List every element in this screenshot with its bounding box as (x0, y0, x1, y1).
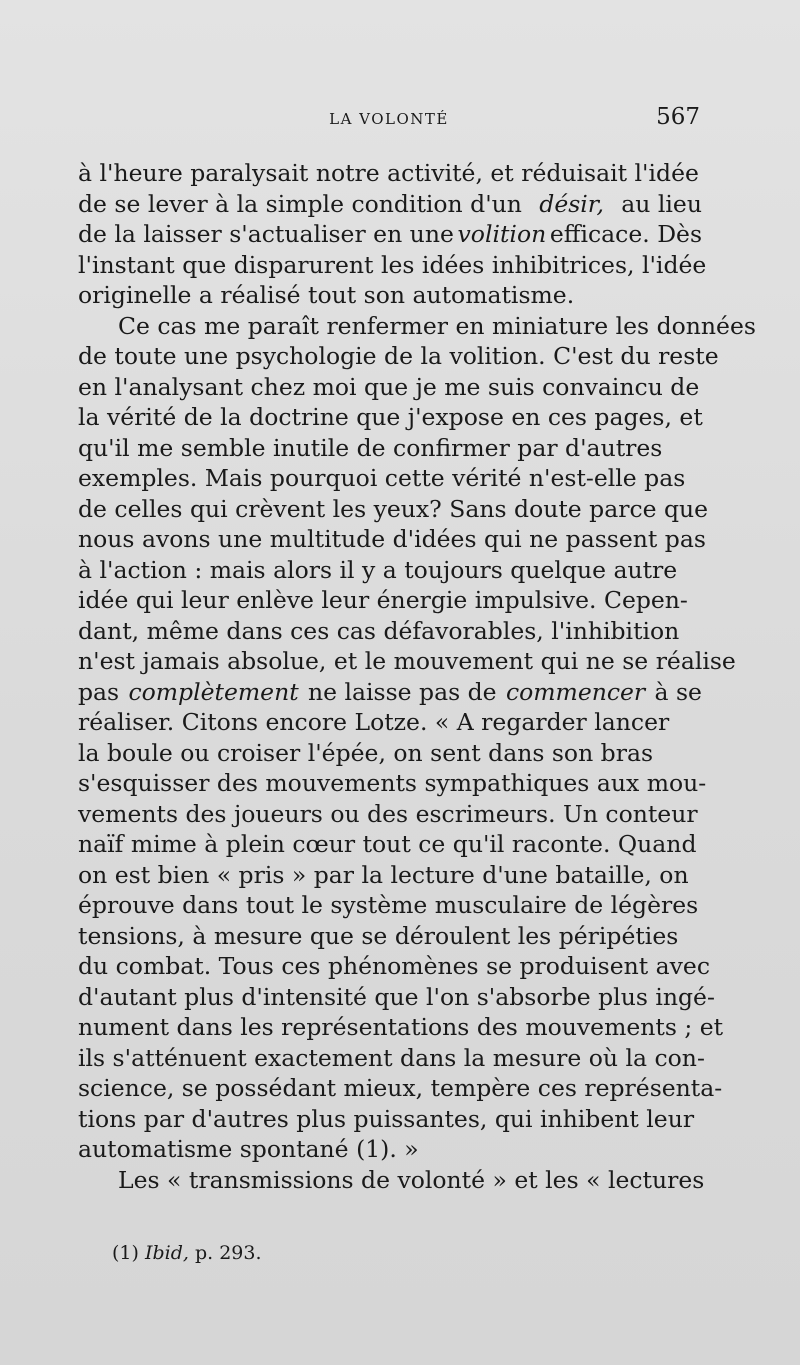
text-line (78, 158, 702, 189)
text-line-content: la boule ou croiser l'épée, on sent dans son bras (78, 738, 654, 767)
footnote-ref: Ibid, (144, 1242, 189, 1264)
text-line (78, 860, 702, 891)
text-line-content: d'autant plus d'intensité que l'on s'absorbe plus ingé- (78, 982, 715, 1011)
text-line (78, 219, 702, 250)
text-line-content: ils s'atténuent exactement dans la mesure où la con- (78, 1043, 705, 1072)
text-line-content: originelle a réalisé tout son automatisme. (78, 281, 575, 309)
text-line-content: nument dans les représentations des mouvements ; et (78, 1013, 724, 1041)
text-line (78, 1012, 724, 1043)
text-line-content: Les « transmissions de volonté » et les « lectures (118, 1165, 705, 1194)
text-line (78, 402, 702, 433)
text-line (78, 250, 707, 281)
text-line (78, 463, 702, 494)
text-line-content: vements des joueurs ou des escrimeurs. Un conteur (78, 799, 698, 828)
text-line-content: naïf mime à plein cœur tout ce qu'il raconte. Quand (78, 830, 697, 858)
text-line-content: ne laisse pas de (308, 677, 497, 706)
page-header (78, 104, 700, 134)
footnote (112, 1242, 262, 1264)
text-line-content: science, se possédant mieux, tempère ces représenta- (78, 1074, 723, 1102)
text-line-content: efficace. Dès (549, 220, 702, 248)
text-line (78, 280, 702, 311)
text-line (78, 829, 702, 860)
text-line-content: de toute une psychologie de la volition. C'est du reste (78, 342, 719, 370)
text-line (78, 799, 702, 830)
text-line-content: de celles qui crèvent les yeux? Sans doute parce que (78, 494, 709, 523)
emphasis-completement: complètement (128, 677, 299, 706)
text-line (78, 982, 715, 1013)
text-line-content: du combat. Tous ces phénomènes se produisent avec (78, 952, 710, 980)
text-line (78, 524, 706, 555)
text-line (78, 311, 756, 342)
text-line-content: tensions, à mesure que se déroulent les péripéties (78, 921, 679, 950)
text-line (78, 433, 702, 464)
text-line-content: en l'analysant chez moi que je me suis convaincu de (78, 372, 700, 401)
page-number: 567 (656, 104, 700, 130)
text-line-content: on est bien « pris » par la lecture d'une bataille, on (78, 860, 689, 889)
text-line-content: à l'heure paralysait notre activité, et réduisait l'idée (78, 159, 699, 187)
text-line-content: dant, même dans ces cas défavorables, l'inhibition (78, 616, 680, 645)
text-line-content: réaliser. Citons encore Lotze. « A regarder lancer (78, 708, 670, 736)
text-line (78, 555, 702, 586)
running-title: LA VOLONTÉ (329, 110, 449, 128)
text-line-content: tions par d'autres plus puissantes, qui inhibent leur (78, 1104, 695, 1133)
emphasis-commencer: commencer (505, 677, 646, 706)
text-line-content: l'instant que disparurent les idées inhibitrices, l'idée (78, 250, 707, 279)
text-line-content: pas (78, 677, 120, 706)
footnote-page: p. 293. (194, 1242, 262, 1264)
text-line-content: de se lever à la simple condition d'un (78, 189, 522, 218)
text-line-content: idée qui leur enlève leur énergie impulsive. Cepen- (78, 586, 688, 614)
text-line (78, 372, 702, 403)
text-line (78, 189, 702, 220)
text-line-content: Ce cas me paraît renfermer en miniature les données (118, 311, 756, 340)
text-line-content: à se (654, 677, 702, 706)
text-line (78, 677, 702, 708)
text-line (78, 1165, 705, 1196)
text-line (78, 1104, 702, 1135)
text-line (78, 341, 719, 372)
text-line-content: exemples. Mais pourquoi cette vérité n'est-elle pas (78, 464, 686, 492)
text-line (78, 585, 702, 616)
text-line-content: s'esquisser des mouvements sympathiques aux mou- (78, 769, 707, 797)
text-line (78, 890, 702, 921)
text-line (78, 646, 736, 677)
text-line (78, 738, 702, 769)
text-line (78, 921, 702, 952)
text-line-content: de la laisser s'actualiser en une (78, 220, 454, 248)
text-line (78, 616, 702, 647)
footnote-marker: (1) (112, 1242, 139, 1264)
text-line-content: automatisme spontané (1). » (78, 1135, 419, 1163)
emphasis-volition: volition (457, 220, 547, 248)
text-line-content: la vérité de la doctrine que j'expose en ces pages, et (78, 403, 703, 431)
text-line-content: qu'il me semble inutile de confirmer par d'autres (78, 433, 663, 462)
text-line (78, 1134, 702, 1165)
emphasis-desir: désir, (539, 189, 604, 218)
text-line (78, 768, 707, 799)
text-line-content: au lieu (621, 189, 702, 218)
text-line-content: éprouve dans tout le système musculaire de légères (78, 891, 699, 919)
text-line (78, 707, 702, 738)
text-line-content: nous avons une multitude d'idées qui ne passent pas (78, 525, 706, 553)
text-line (78, 951, 710, 982)
body-text (78, 158, 756, 1195)
text-line-content: à l'action : mais alors il y a toujours quelque autre (78, 555, 678, 584)
text-line (78, 494, 709, 525)
text-line (78, 1073, 723, 1104)
text-line (78, 1043, 705, 1074)
text-line-content: n'est jamais absolue, et le mouvement qui ne se réalise (78, 647, 736, 675)
